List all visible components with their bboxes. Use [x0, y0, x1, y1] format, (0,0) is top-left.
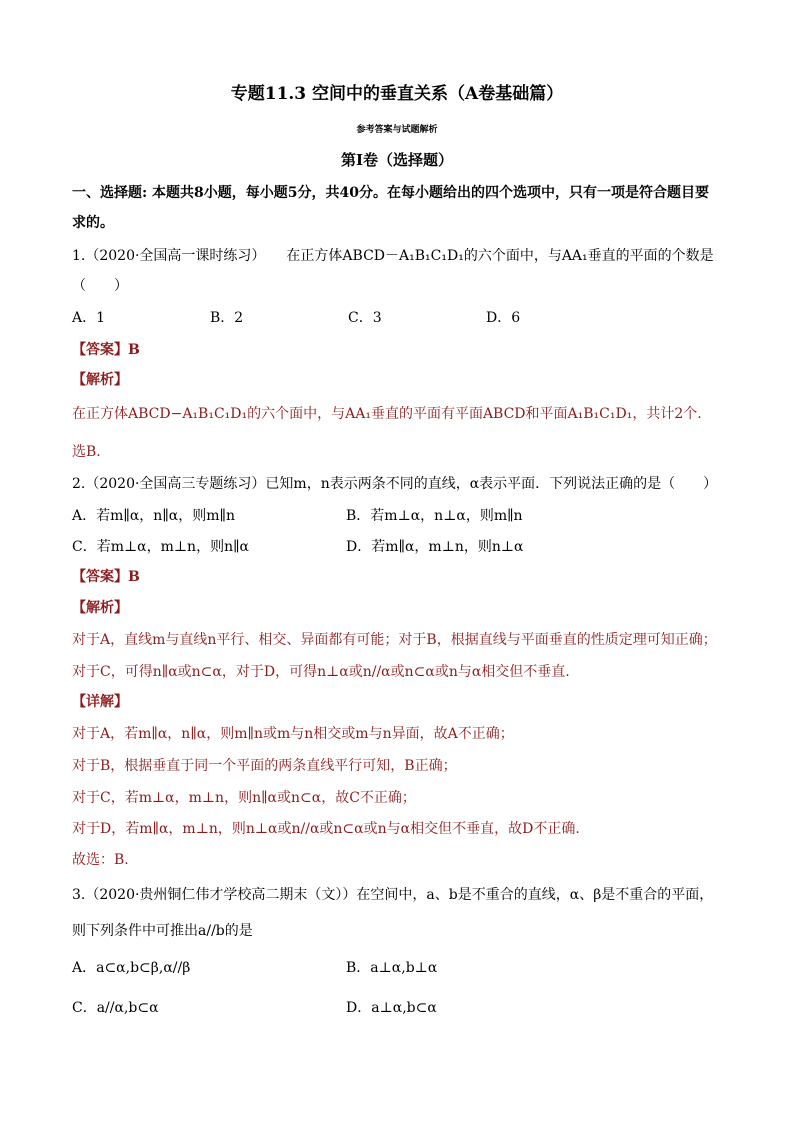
q2-analysis-line1: 对于A，直线m与直线n平行、相交、异面都有可能；对于B，根据直线与平面垂直的性质定理可知正确；	[72, 632, 717, 648]
q1-option-b: B．2	[210, 310, 244, 326]
q1-option-a: A．1	[72, 310, 106, 326]
page-title: 专题11.3 空间中的垂直关系（A卷基础篇）	[230, 84, 564, 104]
section-intro-line1: 一、选择题: 本题共8小题，每小题5分，共40分。在每小题给出的四个选项中，只有一项是符合题目要	[72, 185, 710, 201]
q3-option-c: C．a//α,b⊂α	[72, 1000, 159, 1016]
q1-analysis-label: 【解析】	[72, 372, 128, 388]
q2-answer: 【答案】B	[72, 569, 140, 585]
q1-option-c: C．3	[348, 310, 382, 326]
q2-detail-label: 【详解】	[72, 694, 128, 710]
q2-conclusion: 故选：B.	[72, 852, 129, 868]
volume-heading: 第Ⅰ卷（选择题）	[340, 151, 454, 169]
q2-analysis-line2: 对于C，可得n∥α或n⊂α，对于D，可得n⊥α或n//α或n⊂α或n与α相交但不垂直.	[72, 664, 570, 680]
q2-option-c: C．若m⊥α，m⊥n，则n∥α	[72, 539, 250, 555]
q1-analysis-line2: 选B.	[72, 444, 101, 460]
q3-stem-line2: 则下列条件中可推出a//b的是	[72, 923, 253, 939]
q3-option-d: D．a⊥α,b⊂α	[346, 1000, 437, 1016]
q2-option-a: A．若m∥α，n∥α，则m∥n	[72, 508, 236, 524]
q3-stem-line1: 3.（2020·贵州铜仁伟才学校高二期末（文））在空间中，a、b是不重合的直线，α、β是不重合的平面，	[72, 887, 714, 903]
q2-option-d: D．若m∥α，m⊥n，则n⊥α	[346, 539, 524, 555]
q2-detail-line3: 对于C，若m⊥α，m⊥n，则n∥α或n⊂α，故C不正确；	[72, 790, 416, 806]
q3-option-a: A．a⊂α,b⊂β,α//β	[72, 960, 191, 976]
q3-option-b: B．a⊥α,b⊥α	[346, 960, 438, 976]
q1-option-d: D．6	[486, 310, 521, 326]
q2-detail-line2: 对于B，根据垂直于同一个平面的两条直线平行可知，B正确；	[72, 758, 457, 774]
q1-stem-line1: 1.（2020·全国高一课时练习） 在正方体ABCD－A₁B₁C₁D₁的六个面中，与AA₁垂直的平面的个数是	[72, 248, 714, 264]
q2-detail-line4: 对于D，若m∥α，m⊥n，则n⊥α或n//α或n⊂α或n与α相交但不垂直，故D不正确.	[72, 821, 580, 837]
q2-option-b: B．若m⊥α，n⊥α，则m∥n	[346, 508, 523, 524]
q2-stem: 2.（2020·全国高三专题练习）已知m，n表示两条不同的直线，α表示平面．下列说法正确的是（ ）	[72, 476, 718, 492]
q1-answer: 【答案】B	[72, 342, 140, 358]
q2-analysis-label: 【解析】	[72, 600, 128, 616]
q2-detail-line1: 对于A，若m∥α，n∥α，则m∥n或m与n相交或m与n异面，故A不正确；	[72, 726, 514, 742]
page-subtitle: 参考答案与试题解析	[356, 125, 438, 135]
section-intro-line2: 求的。	[72, 215, 114, 231]
q1-stem-line2: （ ）	[72, 278, 128, 294]
q1-analysis-line1: 在正方体ABCD−A₁B₁C₁D₁的六个面中，与AA₁垂直的平面有平面ABCD和平面A₁B₁C₁D₁，共计2个.	[72, 406, 702, 422]
